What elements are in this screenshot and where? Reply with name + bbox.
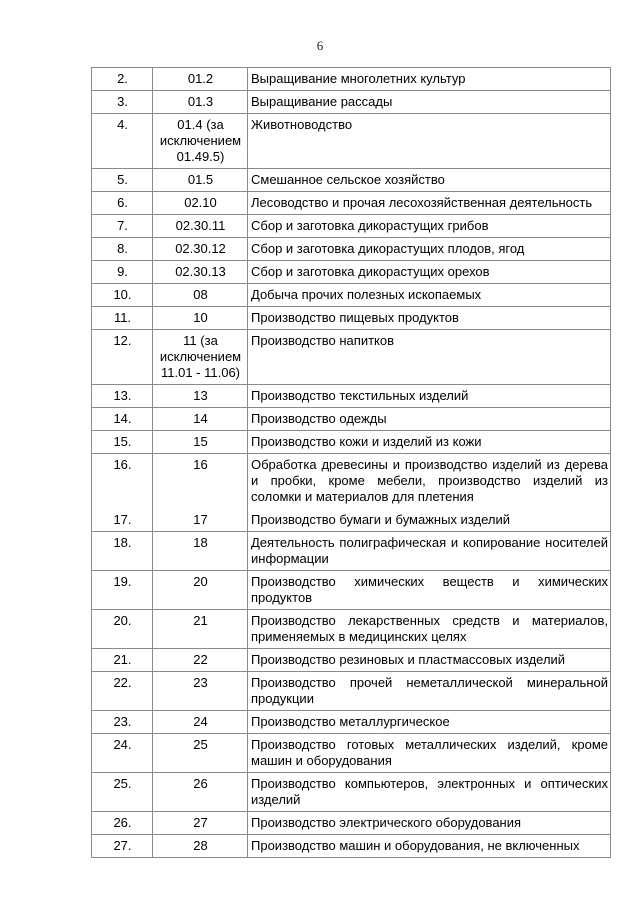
okved-code: 22 xyxy=(153,649,248,672)
row-number: 22. xyxy=(92,672,153,711)
okved-code: 26 xyxy=(153,773,248,812)
activity-name: Выращивание многолетних культур xyxy=(248,68,611,91)
row-number: 24. xyxy=(92,734,153,773)
okved-code: 14 xyxy=(153,408,248,431)
okved-code: 20 xyxy=(153,571,248,610)
table-row xyxy=(92,238,611,261)
okved-code: 28 xyxy=(153,835,248,858)
activity-name: Производство кожи и изделий из кожи xyxy=(248,431,611,454)
row-number: 2. xyxy=(92,68,153,91)
okved-code: 01.3 xyxy=(153,91,248,114)
okved-code: 13 xyxy=(153,385,248,408)
table-row xyxy=(92,454,611,509)
okved-code: 25 xyxy=(153,734,248,773)
table-row xyxy=(92,169,611,192)
row-number: 18. xyxy=(92,532,153,571)
activity-name: Производство химических веществ и химических продуктов xyxy=(248,571,611,610)
okved-code: 10 xyxy=(153,307,248,330)
table-row xyxy=(92,215,611,238)
okved-code: 11 (за исключением 11.01 - 11.06) xyxy=(153,330,248,385)
activity-name: Производство компьютеров, электронных и оптических изделий xyxy=(248,773,611,812)
row-number: 7. xyxy=(92,215,153,238)
okved-code: 27 xyxy=(153,812,248,835)
table-row xyxy=(92,509,611,532)
row-number: 17. xyxy=(92,509,153,532)
table-row xyxy=(92,812,611,835)
table-row xyxy=(92,192,611,215)
activity-name: Производство готовых металлических изделий, кроме машин и оборудования xyxy=(248,734,611,773)
okved-code: 23 xyxy=(153,672,248,711)
activity-code-table xyxy=(91,67,611,858)
table-row xyxy=(92,672,611,711)
okved-code: 02.30.13 xyxy=(153,261,248,284)
row-number: 6. xyxy=(92,192,153,215)
table-row xyxy=(92,734,611,773)
row-number: 26. xyxy=(92,812,153,835)
row-number: 4. xyxy=(92,114,153,169)
table-row xyxy=(92,610,611,649)
row-number: 21. xyxy=(92,649,153,672)
activity-name: Лесоводство и прочая лесохозяйственная деятельность xyxy=(248,192,611,215)
row-number: 8. xyxy=(92,238,153,261)
row-number: 14. xyxy=(92,408,153,431)
row-number: 23. xyxy=(92,711,153,734)
table-row xyxy=(92,284,611,307)
okved-code: 18 xyxy=(153,532,248,571)
activity-name: Деятельность полиграфическая и копирование носителей информации xyxy=(248,532,611,571)
okved-code: 17 xyxy=(153,509,248,532)
table-row xyxy=(92,649,611,672)
okved-code: 01.5 xyxy=(153,169,248,192)
table-row xyxy=(92,114,611,169)
row-number: 11. xyxy=(92,307,153,330)
activity-name: Смешанное сельское хозяйство xyxy=(248,169,611,192)
activity-name: Производство текстильных изделий xyxy=(248,385,611,408)
table-row xyxy=(92,385,611,408)
activity-name: Сбор и заготовка дикорастущих орехов xyxy=(248,261,611,284)
activity-name: Производство электрического оборудования xyxy=(248,812,611,835)
activity-name: Производство металлургическое xyxy=(248,711,611,734)
activity-name: Производство одежды xyxy=(248,408,611,431)
table-row xyxy=(92,307,611,330)
activity-name: Выращивание рассады xyxy=(248,91,611,114)
table-row xyxy=(92,431,611,454)
activity-name: Сбор и заготовка дикорастущих грибов xyxy=(248,215,611,238)
row-number: 15. xyxy=(92,431,153,454)
row-number: 5. xyxy=(92,169,153,192)
activity-name: Добыча прочих полезных ископаемых xyxy=(248,284,611,307)
table-row xyxy=(92,330,611,385)
activity-name: Производство прочей неметаллической минеральной продукции xyxy=(248,672,611,711)
activity-name: Производство напитков xyxy=(248,330,611,385)
activity-name: Сбор и заготовка дикорастущих плодов, ягод xyxy=(248,238,611,261)
activity-name: Производство резиновых и пластмассовых изделий xyxy=(248,649,611,672)
activity-name: Животноводство xyxy=(248,114,611,169)
okved-code: 24 xyxy=(153,711,248,734)
table-row xyxy=(92,835,611,858)
table-body xyxy=(92,68,611,858)
table-row xyxy=(92,532,611,571)
okved-code: 21 xyxy=(153,610,248,649)
row-number: 12. xyxy=(92,330,153,385)
row-number: 13. xyxy=(92,385,153,408)
row-number: 3. xyxy=(92,91,153,114)
activity-name: Обработка древесины и производство изделий из дерева и пробки, кроме мебели, производство изделий из соломки и материалов для плетения xyxy=(248,454,611,509)
activity-name: Производство машин и оборудования, не включенных xyxy=(248,835,611,858)
table-row xyxy=(92,91,611,114)
table-row xyxy=(92,571,611,610)
okved-code: 08 xyxy=(153,284,248,307)
row-number: 16. xyxy=(92,454,153,509)
table-row xyxy=(92,261,611,284)
table-row xyxy=(92,408,611,431)
activity-name: Производство бумаги и бумажных изделий xyxy=(248,509,611,532)
page-number: 6 xyxy=(316,38,324,53)
activity-name: Производство лекарственных средств и материалов, применяемых в медицинских целях xyxy=(248,610,611,649)
table-row xyxy=(92,773,611,812)
okved-code: 01.4 (за исключением 01.49.5) xyxy=(153,114,248,169)
okved-code: 02.10 xyxy=(153,192,248,215)
row-number: 25. xyxy=(92,773,153,812)
okved-code: 01.2 xyxy=(153,68,248,91)
okved-code: 02.30.11 xyxy=(153,215,248,238)
okved-code: 16 xyxy=(153,454,248,509)
row-number: 19. xyxy=(92,571,153,610)
table-row xyxy=(92,711,611,734)
table-row xyxy=(92,68,611,91)
row-number: 20. xyxy=(92,610,153,649)
row-number: 9. xyxy=(92,261,153,284)
activity-name: Производство пищевых продуктов xyxy=(248,307,611,330)
row-number: 27. xyxy=(92,835,153,858)
row-number: 10. xyxy=(92,284,153,307)
okved-code: 02.30.12 xyxy=(153,238,248,261)
okved-code: 15 xyxy=(153,431,248,454)
